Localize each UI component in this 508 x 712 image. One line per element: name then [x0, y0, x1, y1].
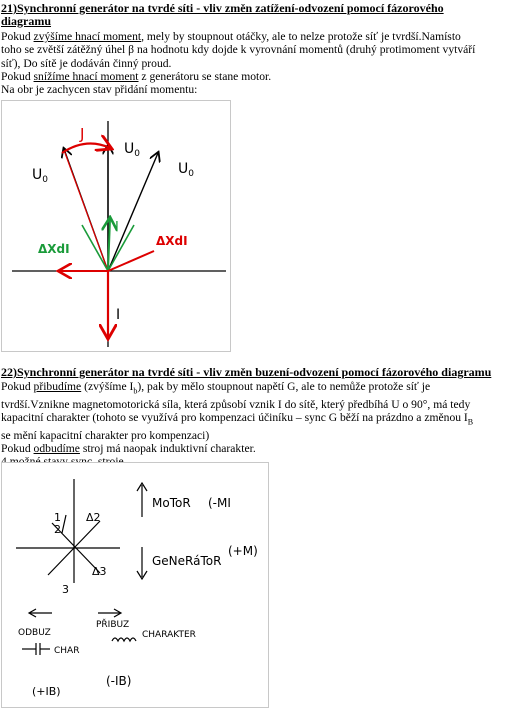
- label-i-top: I: [115, 220, 119, 235]
- label-charakter: CHARAKTER: [142, 630, 196, 640]
- heading-line: diagramu: [1, 14, 52, 28]
- section-21-heading: [1, 2, 444, 28]
- label-minus-ib: (-IB): [106, 674, 132, 688]
- paragraph-line: Pokud snížíme hnací moment z generátoru se stane motor.: [1, 69, 272, 83]
- paragraph-line: Pokud zvýšíme hnací moment, mely by stoupnout otáčky, ale to nelze protože síť je tvrdší.Namísto: [1, 30, 461, 43]
- paragraph-line: Na obr je zachycen stav přidání momentu:: [1, 83, 198, 97]
- label-char: CHAR: [54, 646, 80, 656]
- label-i-bottom: I: [116, 307, 121, 323]
- label-2: 2: [54, 523, 61, 536]
- paragraph-line: Pokud přibudíme (zvýšíme $I_b$), pak by mělo stoupnout napětí G, ale to nemůže protože síť je: [1, 380, 431, 396]
- inductor-symbol: [112, 638, 136, 641]
- label-a2: Δ2: [86, 511, 101, 524]
- paragraph-line: Pokud odbudíme stroj má naopak induktivní charakter.: [1, 441, 256, 455]
- green-line-right: [108, 225, 134, 271]
- label-dxdi-right: ΔXdI: [156, 234, 188, 248]
- label-a3: Δ3: [92, 565, 107, 578]
- label-generator: GeNeRáToR: [152, 554, 222, 568]
- label-plus-ib: (+IB): [32, 685, 61, 698]
- label-motor: MoToR: [152, 496, 191, 510]
- label-u0-prime-left: $U_0$: [32, 167, 48, 185]
- paragraph-line: tvrdší.Vznikne magnetomotorická síla, která způsobí vznik I do sítě, který předbíhá U o 90°, má tedy: [1, 397, 471, 411]
- sketch-line: [62, 515, 66, 533]
- label-odbuz: ODBUZ: [18, 628, 51, 638]
- red-overlay-left: [65, 153, 108, 271]
- section-21-paragraph: [1, 30, 507, 96]
- label-u0-prime-right: $U_0$: [178, 161, 194, 179]
- label-j: J: [80, 125, 85, 143]
- paragraph-line: síť), Do sítě je dodáván činný proud.: [1, 56, 172, 70]
- section-22-heading: 22)Synchronní generátor na tvrdé síti - vliv změn buzení-odvození pomocí fázorového diagramu: [1, 365, 492, 379]
- label-u0: $U_0$: [124, 141, 140, 159]
- green-line-left: [82, 225, 108, 271]
- label-motor-mi: (-MI: [208, 496, 231, 510]
- label-generator-mi: (+M): [228, 544, 258, 558]
- paragraph-line: kapacitní charakter (tohoto se využívá pro kompenzaci účiníku – sync G běží na prázdno a změnou $I_B$: [1, 410, 474, 427]
- phasor-diagram: [2, 101, 230, 351]
- paragraph-line: toho se zvětší zátěžný úhel β na hodnotu kdy dojde k vyrovnání momentů (druhý protimoment vytváří: [1, 43, 476, 57]
- four-states-sketch: [2, 463, 268, 707]
- four-states-figure: [1, 462, 269, 708]
- section-22-paragraph: [1, 380, 507, 468]
- j-arc: [62, 144, 110, 153]
- label-1: 1: [54, 511, 61, 524]
- heading-line: 21)Synchronní generátor na tvrdé síti - vliv změn zatížení-odvození pomocí fázorového: [1, 1, 444, 15]
- label-pribuz: PŘIBUZ: [96, 620, 130, 630]
- label-3: 3: [62, 583, 69, 596]
- phasor-diagram-figure: [1, 100, 231, 352]
- paragraph-line: se mění kapacitní charakter pro kompenzaci): [1, 428, 210, 442]
- label-dxdi-left: ΔXdI: [38, 242, 70, 256]
